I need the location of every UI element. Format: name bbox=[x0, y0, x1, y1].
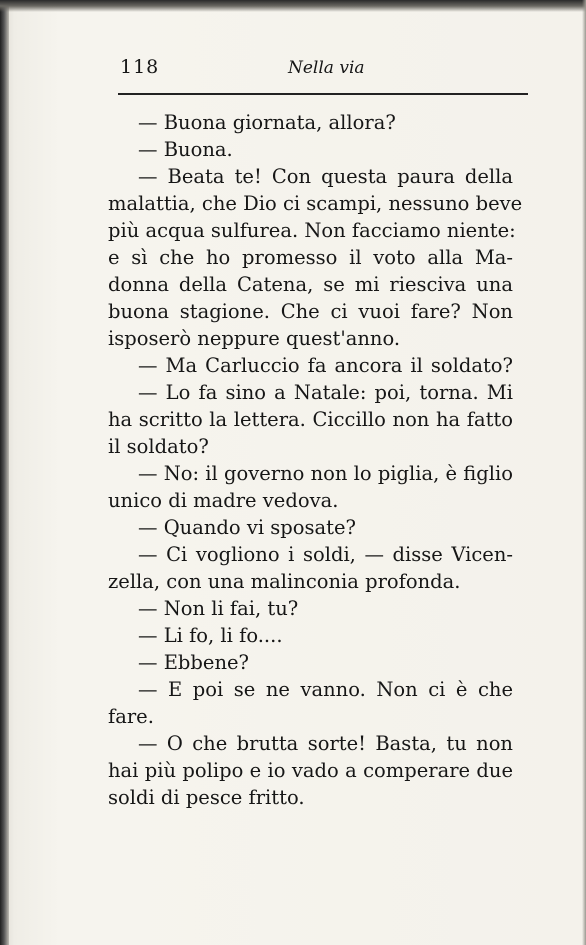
page-top-edge bbox=[0, 0, 586, 12]
text-line: — O che brutta sorte! Basta, tu non bbox=[138, 732, 513, 755]
text-line: fare. bbox=[108, 705, 154, 728]
body-text bbox=[108, 109, 523, 811]
text-line: — E poi se ne vanno. Non ci è che bbox=[138, 678, 513, 701]
page-header bbox=[118, 56, 528, 82]
text-line: unico di madre vedova. bbox=[108, 489, 339, 512]
text-line: isposerò neppure quest'anno. bbox=[108, 327, 401, 350]
text-line: — Buona. bbox=[138, 138, 233, 161]
page-binding-edge bbox=[0, 0, 9, 945]
text-line: — Li fo, li fo.... bbox=[138, 624, 283, 647]
text-line: più acqua sulfurea. Non facciamo niente: bbox=[108, 219, 516, 242]
text-line: — Ebbene? bbox=[138, 651, 249, 674]
text-line: — Non li fai, tu? bbox=[138, 597, 299, 620]
text-line: donna della Catena, se mi riesciva una bbox=[108, 273, 513, 296]
page-number: 118 bbox=[120, 56, 160, 78]
text-line: — Buona giornata, allora? bbox=[138, 111, 396, 134]
text-line: buona stagione. Che ci vuoi fare? Non bbox=[108, 300, 513, 323]
text-line: — Ci vogliono i soldi, — disse Vicen- bbox=[138, 543, 513, 566]
text-line: — Lo fa sino a Natale: poi, torna. Mi bbox=[138, 381, 513, 404]
text-line: il soldato? bbox=[108, 435, 209, 458]
running-head: Nella via bbox=[288, 58, 365, 78]
text-line: — Beata te! Con questa paura della bbox=[138, 165, 513, 188]
text-line: hai più polipo e io vado a comperare due bbox=[108, 759, 513, 782]
text-line: ha scritto la lettera. Ciccillo non ha fatto bbox=[108, 408, 513, 431]
text-line: zella, con una malinconia profonda. bbox=[108, 570, 461, 593]
text-line: soldi di pesce fritto. bbox=[108, 786, 305, 809]
text-line: e sì che ho promesso il voto alla Ma- bbox=[108, 246, 513, 269]
header-rule bbox=[118, 93, 528, 95]
text-line: — No: il governo non lo piglia, è figlio bbox=[138, 462, 513, 485]
text-line: — Quando vi sposate? bbox=[138, 516, 356, 539]
text-line: malattia, che Dio ci scampi, nessuno beve bbox=[108, 192, 523, 215]
text-line: — Ma Carluccio fa ancora il soldato? bbox=[138, 354, 513, 377]
page-right-edge bbox=[582, 0, 586, 945]
